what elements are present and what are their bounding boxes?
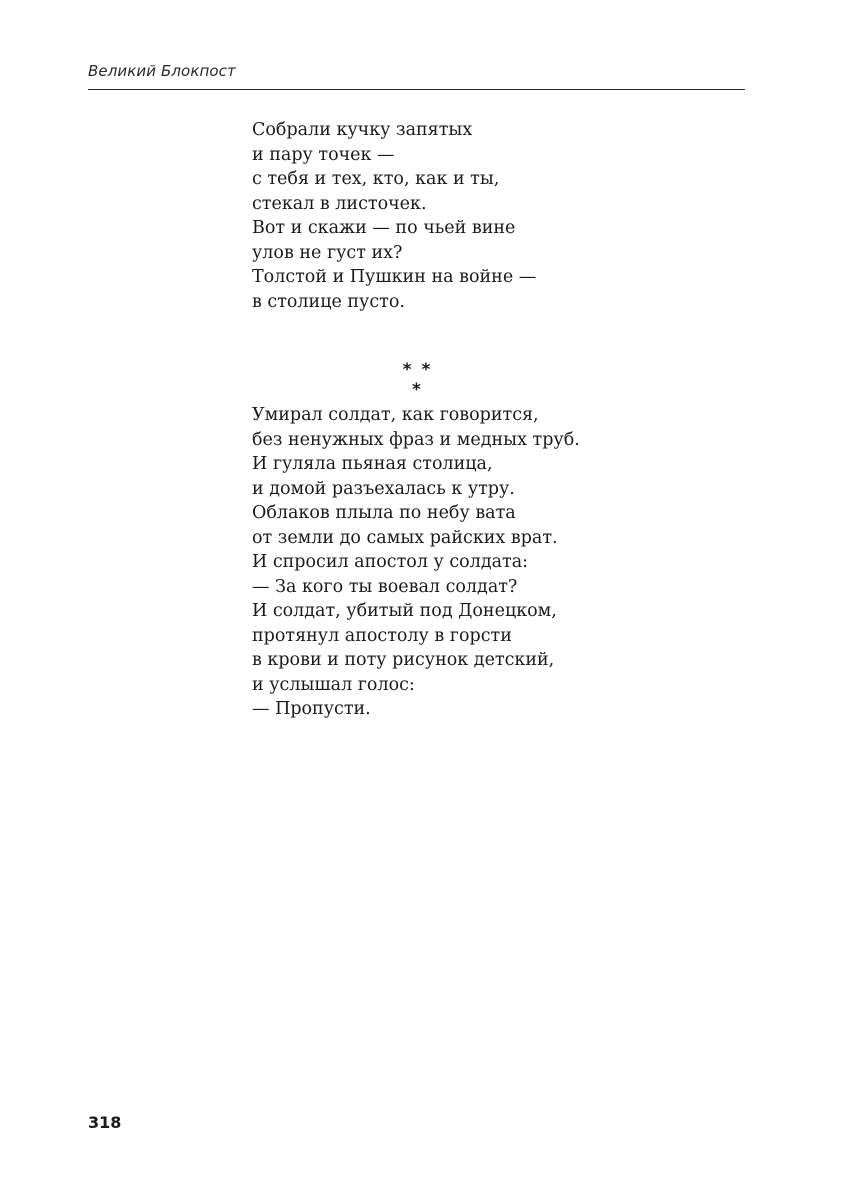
poem-line: от земли до самых райских врат. [252, 527, 558, 548]
poem-line: Вот и скажи — по чьей вине [252, 218, 516, 238]
poem-line: Толстой и Пушкин на войне — [252, 267, 537, 287]
header-rule [88, 89, 745, 90]
poem-1 [252, 118, 536, 314]
poem-line: в столице пусто. [252, 291, 405, 312]
poem-line: И гуляла пьяная столица, [252, 454, 493, 474]
running-title: Великий Блокпост [88, 62, 236, 80]
poem-line: с тебя и тех, кто, как и ты, [252, 169, 500, 189]
poem-line: И спросил апостол у солдата: [252, 552, 529, 572]
poem-line: Собрали кучку запятых [252, 120, 473, 140]
poem-line: — За кого ты воевал солдат? [252, 576, 518, 597]
poem-line: и услышал голос: [252, 674, 415, 695]
poem-line: Умирал солдат, как говорится, [252, 405, 539, 425]
page-number: 318 [88, 1113, 122, 1132]
poem-line: и пару точек — [252, 144, 395, 165]
poem-line: — Пропусти. [252, 699, 371, 719]
poem-line: стекал в листочек. [252, 193, 427, 214]
poem-line: Облаков плыла по небу вата [252, 503, 516, 523]
poem-line: И солдат, убитый под Донецком, [252, 601, 557, 621]
poem-line: без ненужных фраз и медных труб. [252, 429, 580, 450]
section-separator: * * * [402, 360, 433, 400]
poem-2 [252, 403, 580, 722]
poem-line: улов не густ их? [252, 242, 403, 263]
poem-line: протянул апостолу в горсти [252, 625, 512, 646]
poem-line: в крови и поту рисунок детский, [252, 650, 555, 670]
poem-line: и домой разъехалась к утру. [252, 478, 515, 499]
